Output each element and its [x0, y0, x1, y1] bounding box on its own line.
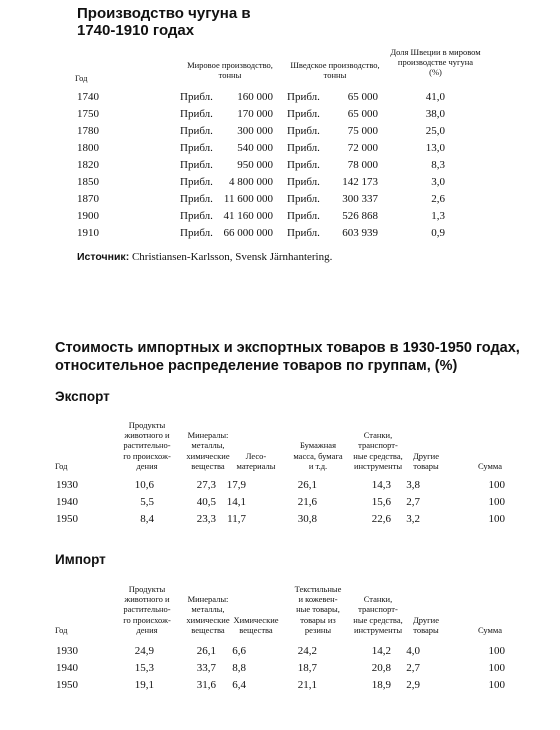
table1-cell-sp: Прибл.	[287, 227, 320, 239]
table1-cell-wp: Прибл.	[180, 159, 213, 171]
table1-cell-sp: Прибл.	[287, 159, 320, 171]
importTable-cell: 21,1	[297, 679, 317, 691]
table1-cell-world: 4 800 000	[229, 176, 273, 188]
exportTable-header-col-1: Продукты животного и растительно- го происхож- дения	[123, 420, 171, 471]
importTable-cell: 8,8	[232, 662, 246, 674]
table1-cell-world: 540 000	[237, 142, 273, 154]
table1-source-text: Christiansen-Karlsson, Svensk Järnhantering.	[129, 251, 333, 263]
importTable-cell: 2,9	[406, 679, 420, 691]
table1-cell-wp: Прибл.	[180, 193, 213, 205]
importTable-header-col-3: Химические вещества	[233, 614, 279, 635]
importTable-cell: 15,3	[134, 662, 154, 674]
table1-cell-year: 1910	[77, 227, 99, 239]
importTable-cell: 100	[488, 662, 505, 674]
exportTable-header-col-7: Сумма	[477, 460, 503, 471]
table2-title-line1: Стоимость импортных и экспортных товаров в 1930-1950 годах,	[55, 340, 520, 356]
table1-cell-sweden: 78 000	[347, 159, 378, 171]
importTable-cell: 1940	[56, 662, 78, 674]
table1-cell-wp: Прибл.	[180, 91, 213, 103]
importTable-cell: 2,7	[406, 662, 420, 674]
exportTable-cell: 1950	[56, 513, 78, 525]
exportTable-cell: 30,8	[297, 513, 317, 525]
table1-cell-world: 160 000	[237, 91, 273, 103]
exportTable-header-col-3: Лесо- материалы	[236, 450, 276, 471]
table1-cell-world: 170 000	[237, 108, 273, 120]
table1-source-label: Источник:	[77, 251, 130, 263]
exportTable-cell: 3,8	[406, 479, 420, 491]
table1-cell-share: 38,0	[425, 108, 445, 120]
table1-cell-world: 300 000	[237, 125, 273, 137]
exportTable-header-col-5: Станки, транспорт- ные средства, инструменты	[353, 430, 403, 471]
table1-cell-sweden: 300 337	[342, 193, 378, 205]
table1-cell-share: 13,0	[425, 142, 445, 154]
table1-cell-sp: Прибл.	[287, 193, 320, 205]
exportTable-cell: 22,6	[371, 513, 391, 525]
table1-cell-world: 41 160 000	[223, 210, 273, 222]
exportTable-cell: 14,1	[226, 496, 246, 508]
exportTable-cell: 100	[488, 513, 505, 525]
table1-cell-share: 25,0	[425, 125, 445, 137]
exportTable-cell: 10,6	[134, 479, 154, 491]
table2-title-line2: относительное распределение товаров по группам, (%)	[55, 358, 458, 374]
table1-cell-wp: Прибл.	[180, 142, 213, 154]
table1-title-line2: 1740-1910 годах	[77, 22, 195, 39]
importTable-cell: 24,2	[297, 645, 317, 657]
exportTable-header-col-4: Бумажная масса, бумага и т.д.	[293, 440, 343, 471]
importTable-cell: 4,0	[406, 645, 420, 657]
table1-cell-share: 0,9	[431, 227, 445, 239]
exportTable-header-col-0: Год	[55, 460, 68, 471]
table1-cell-sp: Прибл.	[287, 108, 320, 120]
table1-cell-wp: Прибл.	[180, 210, 213, 222]
table1-cell-sweden: 65 000	[347, 91, 378, 103]
importTable-header-col-5: Станки, транспорт- ные средства, инструменты	[353, 594, 403, 635]
table1-cell-world: 950 000	[237, 159, 273, 171]
exportTable-cell: 8,4	[140, 513, 154, 525]
table1-header-share: Доля Швеции в мировом производстве чугуна (%)	[390, 47, 481, 77]
importTable-cell: 33,7	[196, 662, 216, 674]
importTable-header-col-4: Текстильные и кожевен- ные товары, товары из резины	[294, 584, 342, 635]
exportTable-header-col-2: Минералы: металлы, химические вещества	[186, 430, 230, 471]
exportTable-cell: 100	[488, 479, 505, 491]
table1-cell-world: 11 600 000	[223, 193, 273, 205]
table1-cell-wp: Прибл.	[180, 176, 213, 188]
exportTable-header-col-6: Другие товары	[413, 450, 439, 471]
importTable-header-col-7: Сумма	[477, 624, 503, 635]
table1-cell-year: 1780	[77, 125, 99, 137]
table1-cell-share: 1,3	[431, 210, 445, 222]
exportTable-cell: 11,7	[227, 513, 246, 525]
importTable-cell: 1930	[56, 645, 78, 657]
importTable-cell: 6,6	[232, 645, 246, 657]
exportTable-cell: 2,7	[406, 496, 420, 508]
exportTable-cell: 100	[488, 496, 505, 508]
exportTable-cell: 5,5	[140, 496, 154, 508]
table1-cell-year: 1800	[77, 142, 99, 154]
table1-title-line1: Производство чугуна в	[77, 5, 251, 22]
importTable-cell: 20,8	[371, 662, 391, 674]
importTable-cell: 14,2	[371, 645, 391, 657]
exportTable-cell: 14,3	[371, 479, 391, 491]
exportTable-cell: 3,2	[406, 513, 420, 525]
table1-cell-sp: Прибл.	[287, 91, 320, 103]
table1-cell-year: 1900	[77, 210, 99, 222]
table1-cell-wp: Прибл.	[180, 125, 213, 137]
importTable-cell: 6,4	[232, 679, 246, 691]
table1-cell-year: 1850	[77, 176, 99, 188]
table1-cell-share: 8,3	[431, 159, 445, 171]
table1-cell-wp: Прибл.	[180, 108, 213, 120]
importTable-header-col-6: Другие товары	[413, 614, 439, 635]
table1-cell-year: 1870	[77, 193, 99, 205]
table1-source	[77, 251, 332, 264]
table1-cell-sweden: 526 868	[342, 210, 378, 222]
import-heading: Импорт	[55, 552, 106, 567]
export-heading: Экспорт	[55, 389, 110, 404]
importTable-cell: 1950	[56, 679, 78, 691]
importTable-cell: 18,9	[371, 679, 391, 691]
table1-cell-share: 41,0	[425, 91, 445, 103]
table1-cell-year: 1820	[77, 159, 99, 171]
importTable-header-col-2: Минералы: металлы, химические вещества	[186, 594, 230, 635]
table1-cell-share: 2,6	[431, 193, 445, 205]
importTable-cell: 18,7	[297, 662, 317, 674]
table1-cell-year: 1750	[77, 108, 99, 120]
table1-cell-sweden: 142 173	[342, 176, 378, 188]
table1-cell-sp: Прибл.	[287, 210, 320, 222]
table1-cell-world: 66 000 000	[223, 227, 273, 239]
table1-cell-sweden: 75 000	[347, 125, 378, 137]
table1-cell-year: 1740	[77, 91, 99, 103]
importTable-cell: 31,6	[196, 679, 216, 691]
importTable-cell: 26,1	[196, 645, 216, 657]
table1-cell-wp: Прибл.	[180, 227, 213, 239]
exportTable-cell: 1940	[56, 496, 78, 508]
table1-cell-sp: Прибл.	[287, 142, 320, 154]
table1-header-sweden: Шведское производство, тонны	[290, 60, 380, 80]
importTable-cell: 19,1	[134, 679, 154, 691]
exportTable-cell: 15,6	[371, 496, 391, 508]
importTable-cell: 100	[488, 645, 505, 657]
importTable-cell: 100	[488, 679, 505, 691]
table1-cell-sweden: 72 000	[347, 142, 378, 154]
table1-header-year: Год	[75, 73, 88, 83]
table1-cell-share: 3,0	[431, 176, 445, 188]
importTable-header-col-0: Год	[55, 624, 68, 635]
table1-cell-sweden: 603 939	[342, 227, 378, 239]
exportTable-cell: 26,1	[297, 479, 317, 491]
table1-cell-sweden: 65 000	[347, 108, 378, 120]
exportTable-cell: 23,3	[196, 513, 216, 525]
table1-header-world: Мировое производство, тонны	[187, 60, 273, 80]
table1-cell-sp: Прибл.	[287, 125, 320, 137]
exportTable-cell: 40,5	[196, 496, 216, 508]
importTable-header-col-1: Продукты животного и растительно- го происхож- дения	[123, 584, 171, 635]
exportTable-cell: 1930	[56, 479, 78, 491]
exportTable-cell: 27,3	[196, 479, 216, 491]
exportTable-cell: 17,9	[226, 479, 246, 491]
importTable-cell: 24,9	[134, 645, 154, 657]
table1-cell-sp: Прибл.	[287, 176, 320, 188]
exportTable-cell: 21,6	[297, 496, 317, 508]
